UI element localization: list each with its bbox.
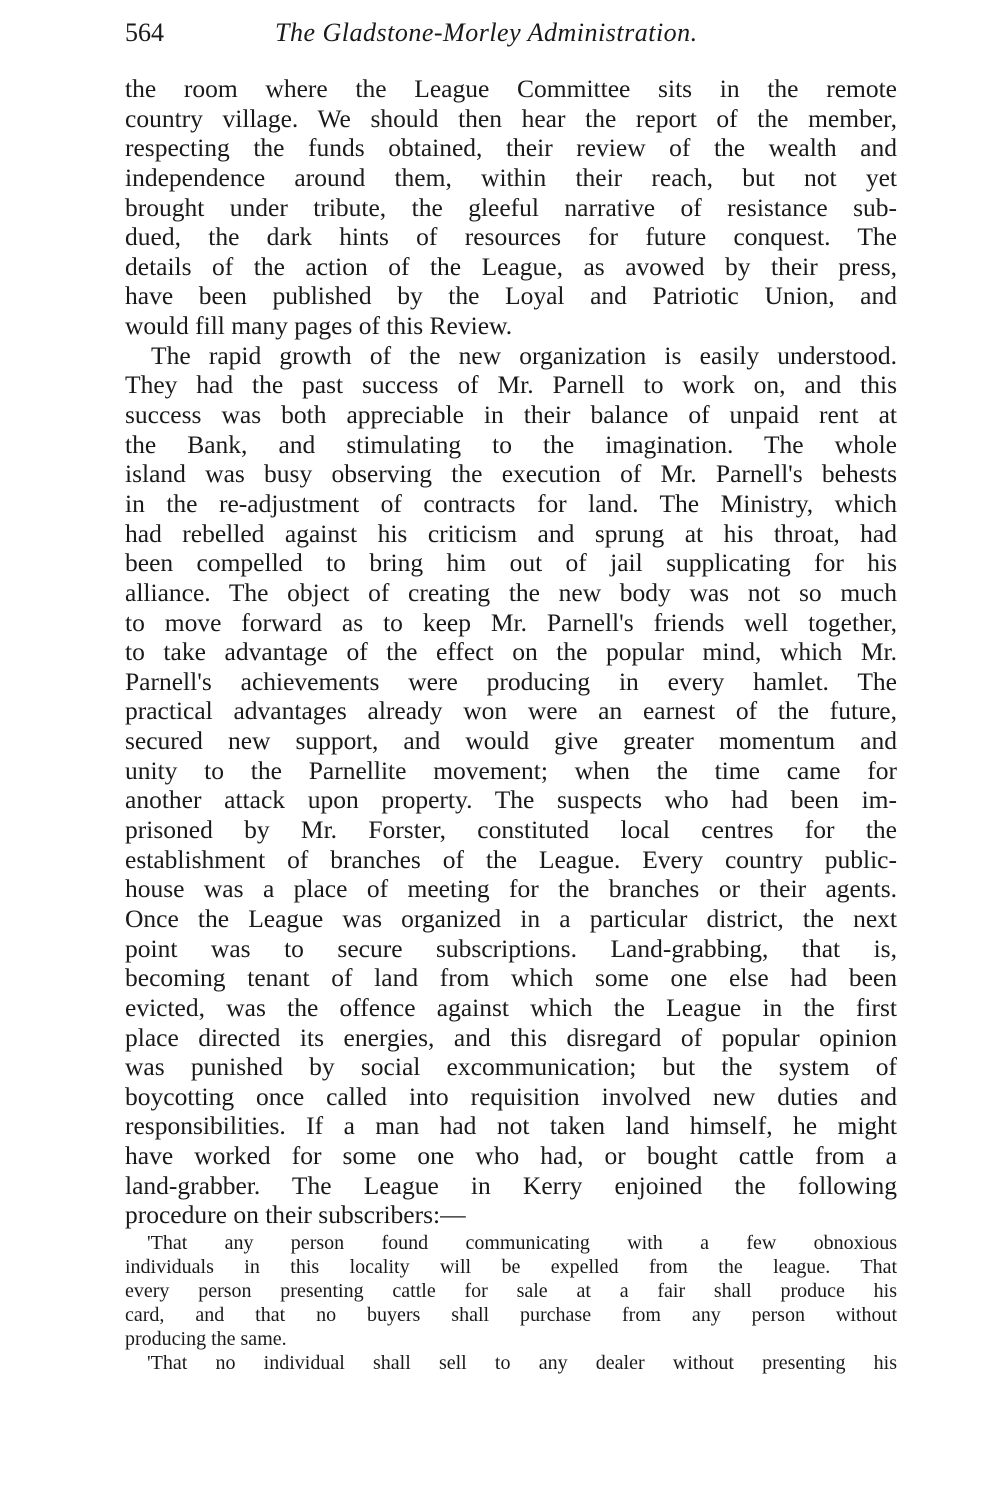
text-line: establishment of branches of the League. Every country public-: [125, 844, 897, 874]
text-line: Parnell's achievements were producing in every hamlet. The: [125, 666, 897, 696]
text-line: independence around them, within their reach, but not yet: [125, 162, 897, 192]
text-line: the room where the League Committee sits in the remote: [125, 74, 897, 103]
text-line: the Bank, and stimulating to the imagination. The whole: [125, 429, 897, 459]
text-line: to move forward as to keep Mr. Parnell's friends well together,: [125, 607, 897, 637]
text-line: have been published by the Loyal and Patriotic Union, and: [125, 281, 897, 311]
running-title: The Gladstone-Morley Administration.: [275, 18, 698, 47]
quote-line: every person presenting cattle for sale at a fair shall produce his: [125, 1280, 897, 1302]
text-line: practical advantages already won were an earnest of the future,: [125, 696, 897, 726]
quote-line: 'That any person found communicating with a few obnoxious: [147, 1232, 897, 1254]
text-line: another attack upon property. The suspects who had been im-: [125, 785, 897, 815]
text-line: place directed its energies, and this disregard of popular opinion: [125, 1022, 897, 1052]
text-line: was punished by social excommunication; but the system of: [125, 1052, 897, 1082]
text-line: brought under tribute, the gleeful narrative of resistance sub-: [125, 192, 897, 222]
text-line: The rapid growth of the new organization is easily understood.: [151, 340, 897, 370]
text-line: alliance. The object of creating the new body was not so much: [125, 577, 897, 607]
quote-line: producing the same.: [125, 1328, 287, 1350]
text-line: evicted, was the offence against which the League in the first: [125, 992, 897, 1022]
text-line: Once the League was organized in a particular district, the next: [125, 903, 897, 933]
block-quote: [125, 1231, 897, 1375]
text-line: island was busy observing the execution of Mr. Parnell's behests: [125, 459, 897, 489]
text-line: success was both appreciable in their balance of unpaid rent at: [125, 400, 897, 430]
text-line: been compelled to bring him out of jail supplicating for his: [125, 548, 897, 578]
text-line: have worked for some one who had, or bought cattle from a: [125, 1141, 897, 1171]
text-line: procedure on their subscribers:—: [125, 1200, 466, 1230]
text-line: prisoned by Mr. Forster, constituted local centres for the: [125, 815, 897, 845]
text-line: house was a place of meeting for the branches or their agents.: [125, 874, 897, 904]
text-line: details of the action of the League, as avowed by their press,: [125, 251, 897, 281]
text-line: secured new support, and would give greater momentum and: [125, 726, 897, 756]
quote-line: card, and that no buyers shall purchase from any person without: [125, 1304, 897, 1326]
text-line: land-grabber. The League in Kerry enjoined the following: [125, 1170, 897, 1200]
text-line: unity to the Parnellite movement; when the time came for: [125, 755, 897, 785]
text-line: becoming tenant of land from which some one else had been: [125, 963, 897, 993]
text-line: would fill many pages of this Review.: [125, 311, 513, 341]
quote-line: individuals in this locality will be expelled from the league. That: [125, 1256, 897, 1278]
text-line: in the re-adjustment of contracts for land. The Ministry, which: [125, 488, 897, 518]
text-line: had rebelled against his criticism and sprung at his throat, had: [125, 518, 897, 548]
text-line: country village. We should then hear the report of the member,: [125, 103, 897, 133]
text-line: boycotting once called into requisition involved new duties and: [125, 1081, 897, 1111]
text-line: They had the past success of Mr. Parnell to work on, and this: [125, 370, 897, 400]
text-line: to take advantage of the effect on the popular mind, which Mr.: [125, 637, 897, 667]
text-line: point was to secure subscriptions. Land-grabbing, that is,: [125, 933, 897, 963]
quote-line: 'That no individual shall sell to any dealer without presenting his: [147, 1352, 897, 1374]
text-line: responsibilities. If a man had not taken land himself, he might: [125, 1111, 897, 1141]
page-header: [125, 18, 897, 52]
body-text: [125, 74, 897, 1230]
page-number: 564: [125, 18, 164, 47]
text-line: respecting the funds obtained, their review of the wealth and: [125, 133, 897, 163]
text-line: dued, the dark hints of resources for future conquest. The: [125, 222, 897, 252]
